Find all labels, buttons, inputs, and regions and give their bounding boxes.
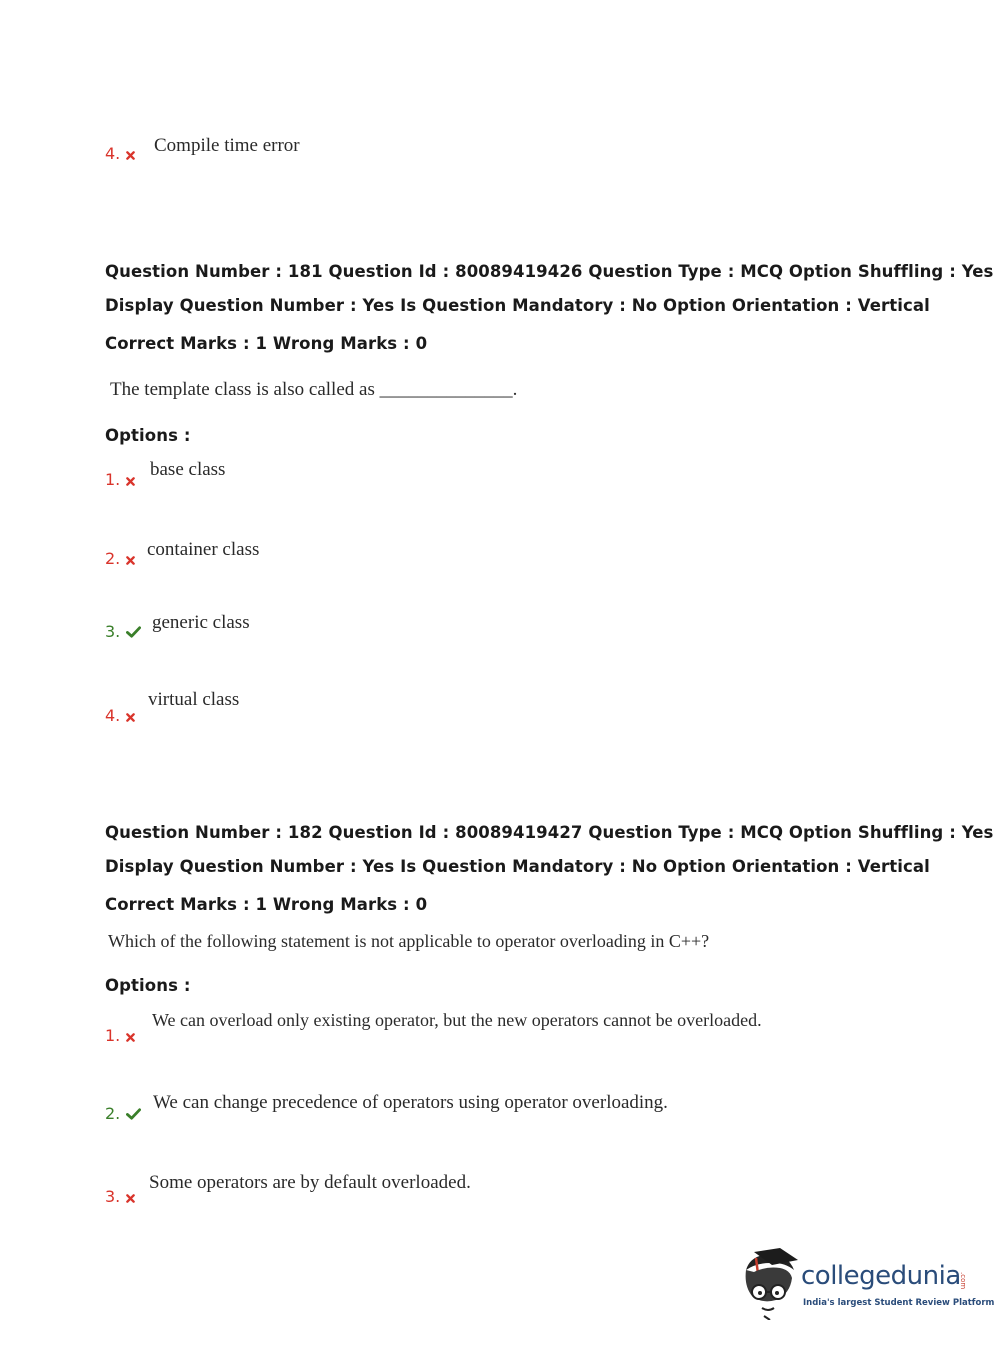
q182-question-text: Which of the following statement is not applicable to operator overloading in C++? (108, 931, 710, 951)
check-icon (126, 623, 141, 642)
option-number: 1. (105, 1026, 121, 1045)
logo-domain-suffix: .com (959, 1272, 967, 1290)
cross-icon (126, 1027, 135, 1046)
logo-tagline: India's largest Student Review Platform (803, 1298, 995, 1308)
option-number: 2. (105, 1104, 121, 1123)
prev-option-4 (105, 144, 135, 164)
q182-option-2 (105, 1104, 141, 1124)
option-number: 2. (105, 549, 121, 568)
cross-icon (126, 145, 135, 164)
q181-option-2-text: container class (147, 539, 260, 560)
cross-icon (126, 471, 135, 490)
q181-option-1-text: base class (150, 459, 226, 480)
q182-option-2-text: We can change precedence of operators using operator overloading. (153, 1092, 668, 1113)
q182-meta-line1: Question Number : 182 Question Id : 80089419427 Question Type : MCQ Option Shuffling : Yes (105, 823, 994, 842)
q182-option-1-text: We can overload only existing operator, but the new operators cannot be overloaded. (152, 1010, 762, 1030)
logo-name: collegedunia (801, 1261, 961, 1291)
prev-option-4-text: Compile time error (154, 135, 300, 156)
q181-meta-line2: Display Question Number : Yes Is Question Mandatory : No Option Orientation : Vertical (105, 296, 930, 315)
q181-option-4 (105, 706, 135, 726)
q181-options-label: Options : (105, 426, 191, 445)
option-number: 3. (105, 622, 121, 641)
q182-option-3 (105, 1187, 135, 1207)
q182-option-3-text: Some operators are by default overloaded. (149, 1172, 471, 1193)
cross-icon (126, 1188, 135, 1207)
q181-option-3 (105, 622, 141, 642)
q181-question-text: The template class is also called as ______________. (110, 379, 518, 400)
q181-option-1 (105, 470, 135, 490)
q182-marks-line: Correct Marks : 1 Wrong Marks : 0 (105, 895, 428, 914)
cross-icon (126, 550, 135, 569)
q181-option-2 (105, 549, 135, 569)
collegedunia-logo (740, 1248, 995, 1320)
q182-options-label: Options : (105, 976, 191, 995)
q181-meta-line1: Question Number : 181 Question Id : 80089419426 Question Type : MCQ Option Shuffling : Yes (105, 262, 994, 281)
q182-meta-line2: Display Question Number : Yes Is Question Mandatory : No Option Orientation : Vertical (105, 857, 930, 876)
q181-marks-line: Correct Marks : 1 Wrong Marks : 0 (105, 334, 428, 353)
option-number: 1. (105, 470, 121, 489)
option-number: 4. (105, 706, 121, 725)
q182-option-1 (105, 1026, 135, 1046)
option-number: 3. (105, 1187, 121, 1206)
q181-option-3-text: generic class (152, 612, 250, 633)
option-number: 4. (105, 144, 121, 163)
check-icon (126, 1105, 141, 1124)
q181-option-4-text: virtual class (148, 689, 240, 710)
mascot-icon (740, 1248, 800, 1324)
cross-icon (126, 707, 135, 726)
